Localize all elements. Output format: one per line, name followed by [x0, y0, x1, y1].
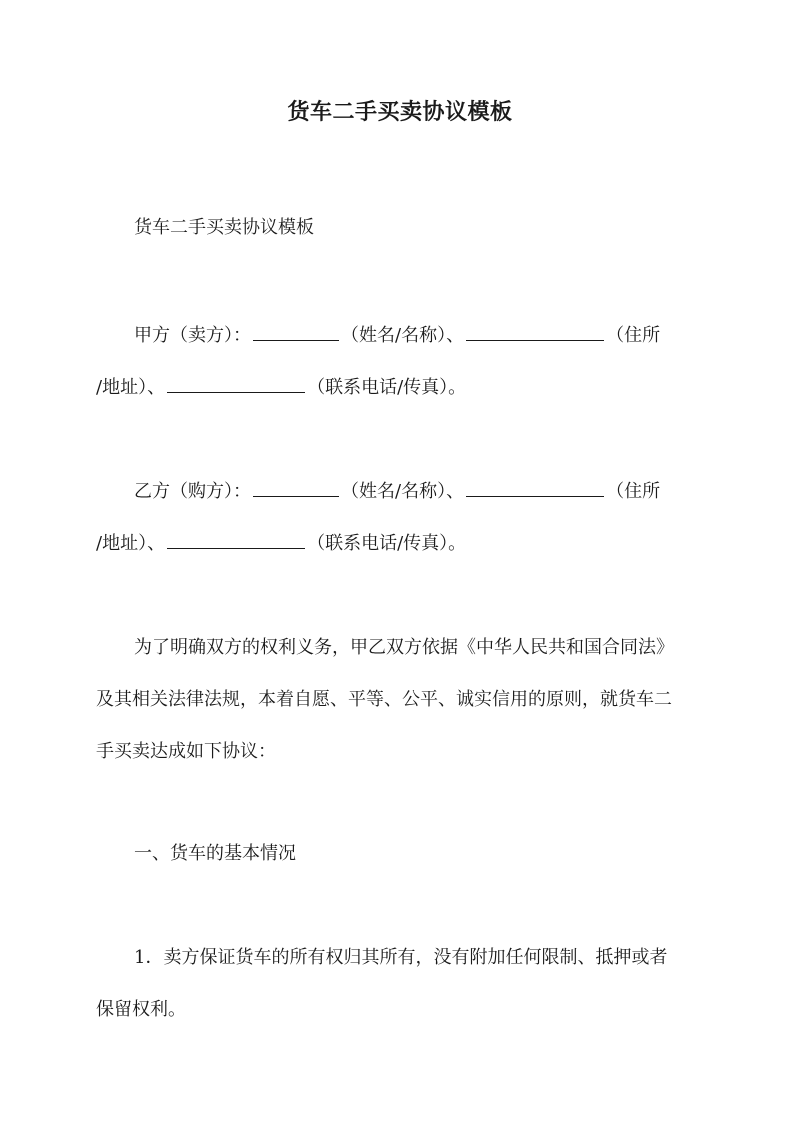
party-b-name-hint: （姓名/名称）、 — [341, 481, 465, 502]
section-1-heading: 一、货车的基本情况 — [134, 843, 296, 864]
party-b-contact-blank[interactable] — [167, 532, 305, 549]
party-a-name-hint: （姓名/名称）、 — [341, 325, 465, 346]
party-b-address-hint-end: /地址）、 — [96, 533, 166, 554]
party-a-address-hint-end: /地址）、 — [96, 377, 166, 398]
subtitle-text: 货车二手买卖协议模板 — [134, 217, 314, 238]
party-b-line-1 — [96, 466, 700, 518]
party-a-line-1 — [96, 310, 700, 362]
clause-1-paragraph — [96, 932, 700, 1036]
party-a-line-2 — [96, 362, 700, 414]
party-a-contact-blank[interactable] — [167, 376, 305, 393]
party-a-contact-hint: （联系电话/传真）。 — [307, 377, 467, 398]
intro-line-1: 为了明确双方的权利义务，甲乙双方依据《中华人民共和国合同法》 — [134, 637, 674, 658]
party-a-address-hint-start: （住所 — [606, 325, 661, 346]
party-b-address-hint-start: （住所 — [606, 481, 661, 502]
subtitle-paragraph — [96, 202, 700, 254]
party-b-name-blank[interactable] — [253, 480, 339, 497]
party-b-label: 乙方（购方）： — [134, 481, 251, 502]
party-a-paragraph — [96, 310, 700, 414]
party-b-line-2 — [96, 518, 700, 570]
party-a-name-blank[interactable] — [253, 324, 339, 341]
section-1-heading-paragraph — [96, 828, 700, 880]
clause-1-line-1: 1．卖方保证货车的所有权归其所有，没有附加任何限制、抵押或者 — [134, 947, 668, 968]
party-a-label: 甲方（卖方）： — [134, 325, 251, 346]
document-title: 货车二手买卖协议模板 — [287, 99, 513, 125]
party-b-contact-hint: （联系电话/传真）。 — [307, 533, 467, 554]
intro-paragraph — [96, 622, 700, 778]
intro-line-2: 及其相关法律法规，本着自愿、平等、公平、诚实信用的原则，就货车二 — [96, 689, 672, 710]
party-b-address-blank[interactable] — [466, 480, 604, 497]
party-a-address-blank[interactable] — [466, 324, 604, 341]
clause-1-line-2: 保留权利。 — [96, 999, 186, 1020]
intro-line-3: 手买卖达成如下协议： — [96, 741, 276, 762]
party-b-paragraph — [96, 466, 700, 570]
